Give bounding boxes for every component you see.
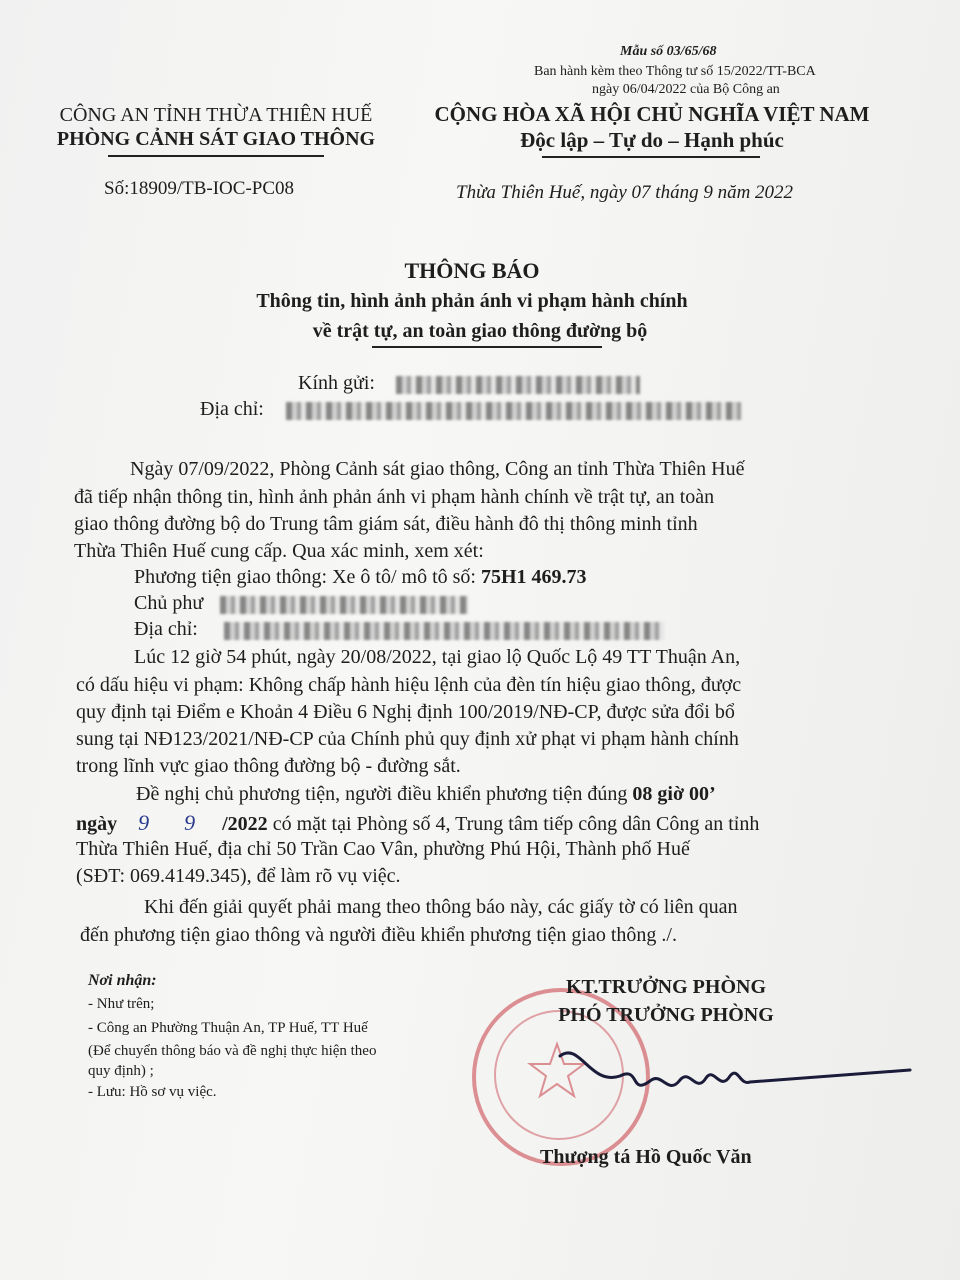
department-name: PHÒNG CẢNH SÁT GIAO THÔNG [56,128,376,150]
paragraph-3-line-2 [76,810,759,836]
recipient-item-3a: (Để chuyển thông báo và đề nghị thực hiện theo [88,1043,377,1059]
paragraph-2-line-5: trong lĩnh vực giao thông đường bộ - đường sắt. [76,755,461,777]
department-underline [108,155,324,157]
appointment-time: 08 giờ 00’ [632,783,716,805]
vehicle-plate: 75H1 469.73 [480,566,587,588]
place-date: Thừa Thiên Huế, ngày 07 tháng 9 năm 2022 [456,182,794,203]
handwritten-day: 9 [138,810,150,835]
paragraph-3-line-3: Thừa Thiên Huế, địa chỉ 50 Trần Cao Vân, phường Phú Hội, Thành phố Huế [76,838,690,860]
paragraph-3-line-4: (SĐT: 069.4149.345), để làm rõ vụ việc. [76,865,401,887]
recipient-item-4: - Lưu: Hồ sơ vụ việc. [88,1084,217,1100]
redacted-recipient-name [396,376,640,394]
recipient-label: Kính gửi: [298,372,375,394]
paragraph-3-line-1 [136,783,716,806]
vehicle-label: Phương tiện giao thông: Xe ô tô/ mô tô số: [134,566,476,588]
document-subtitle-2: về trật tự, an toàn giao thông đường bộ [312,320,648,342]
agency-name: CÔNG AN TỈNH THỪA THIÊN HUẾ [59,104,373,126]
paragraph-4-line-2: đến phương tiện giao thông và người điều khiển phương tiện giao thông ./. [80,924,677,946]
recipients-title: Nơi nhận: [88,972,157,989]
paragraph-1-line-1: Ngày 07/09/2022, Phòng Cảnh sát giao thông, Công an tỉnh Thừa Thiên Huế [130,458,745,480]
recipient-item-2: - Công an Phường Thuận An, TP Huế, TT Huế [88,1020,368,1036]
paragraph-1-line-3: giao thông đường bộ do Trung tâm giám sát, điều hành đô thị thông minh tỉnh [74,513,698,535]
paragraph-2-line-4: sung tại NĐ123/2021/NĐ-CP của Chính phủ quy định xử phạt vi phạm hành chính [76,728,739,750]
paragraph-3-location: có mặt tại Phòng số 4, Trung tâm tiếp công dân Công an tỉnh [272,813,760,835]
recipient-item-1: - Như trên; [88,996,155,1012]
form-issued-line-2: ngày 06/04/2022 của Bộ Công an [592,82,780,97]
owner-address-label: Địa chỉ: [134,618,198,640]
handwritten-month: 9 [184,810,196,835]
handwritten-signature-icon [550,1036,930,1116]
form-number: Mẫu số 03/65/68 [620,44,717,59]
signer-name: Thượng tá Hồ Quốc Văn [540,1146,752,1168]
recipient-address-label: Địa chỉ: [200,398,264,420]
paragraph-2-line-3: quy định tại Điểm e Khoản 4 Điều 6 Nghị định 100/2019/NĐ-CP, được sửa đổi bổ [76,701,735,723]
nation-title: CỘNG HÒA XÃ HỘI CHỦ NGHĨA VIỆT NAM [434,102,870,126]
subtitle-underline [372,346,602,348]
document-title: THÔNG BÁO [404,258,540,283]
redacted-recipient-address [286,402,742,420]
paragraph-3-text: Đề nghị chủ phương tiện, người điều khiển phương tiện đúng [136,783,628,805]
signature-title-1: KT.TRƯỞNG PHÒNG [566,976,766,998]
motto-underline [542,156,760,158]
form-issued-line-1: Ban hành kèm theo Thông tư số 15/2022/TT-BCA [534,64,816,79]
owner-label: Chủ phư [134,592,204,614]
document-subtitle-1: Thông tin, hình ảnh phản ánh vi phạm hành chính [256,290,688,312]
reference-number: Số:18909/TB-IOC-PC08 [104,178,295,199]
paragraph-1-line-4: Thừa Thiên Huế cung cấp. Qua xác minh, xem xét: [74,540,484,562]
recipient-item-3b: quy định) ; [88,1063,154,1079]
paragraph-4-line-1: Khi đến giải quyết phải mang theo thông báo này, các giấy tờ có liên quan [144,896,738,918]
appointment-day-label: ngày [76,813,118,835]
signature-title-2: PHÓ TRƯỞNG PHÒNG [558,1004,774,1026]
paragraph-1-line-2: đã tiếp nhận thông tin, hình ảnh phản ánh vi phạm hành chính về trật tự, an toàn [74,486,715,508]
paragraph-2-line-2: có dấu hiệu vi phạm: Không chấp hành hiệu lệnh của đèn tín hiệu giao thông, được [76,674,742,696]
vehicle-line [134,566,587,589]
redacted-owner-name [220,596,468,614]
nation-motto: Độc lập – Tự do – Hạnh phúc [520,128,784,152]
redacted-owner-address [224,622,664,640]
appointment-year: /2022 [222,813,268,835]
paragraph-2-line-1: Lúc 12 giờ 54 phút, ngày 20/08/2022, tại giao lộ Quốc Lộ 49 TT Thuận An, [134,646,741,668]
